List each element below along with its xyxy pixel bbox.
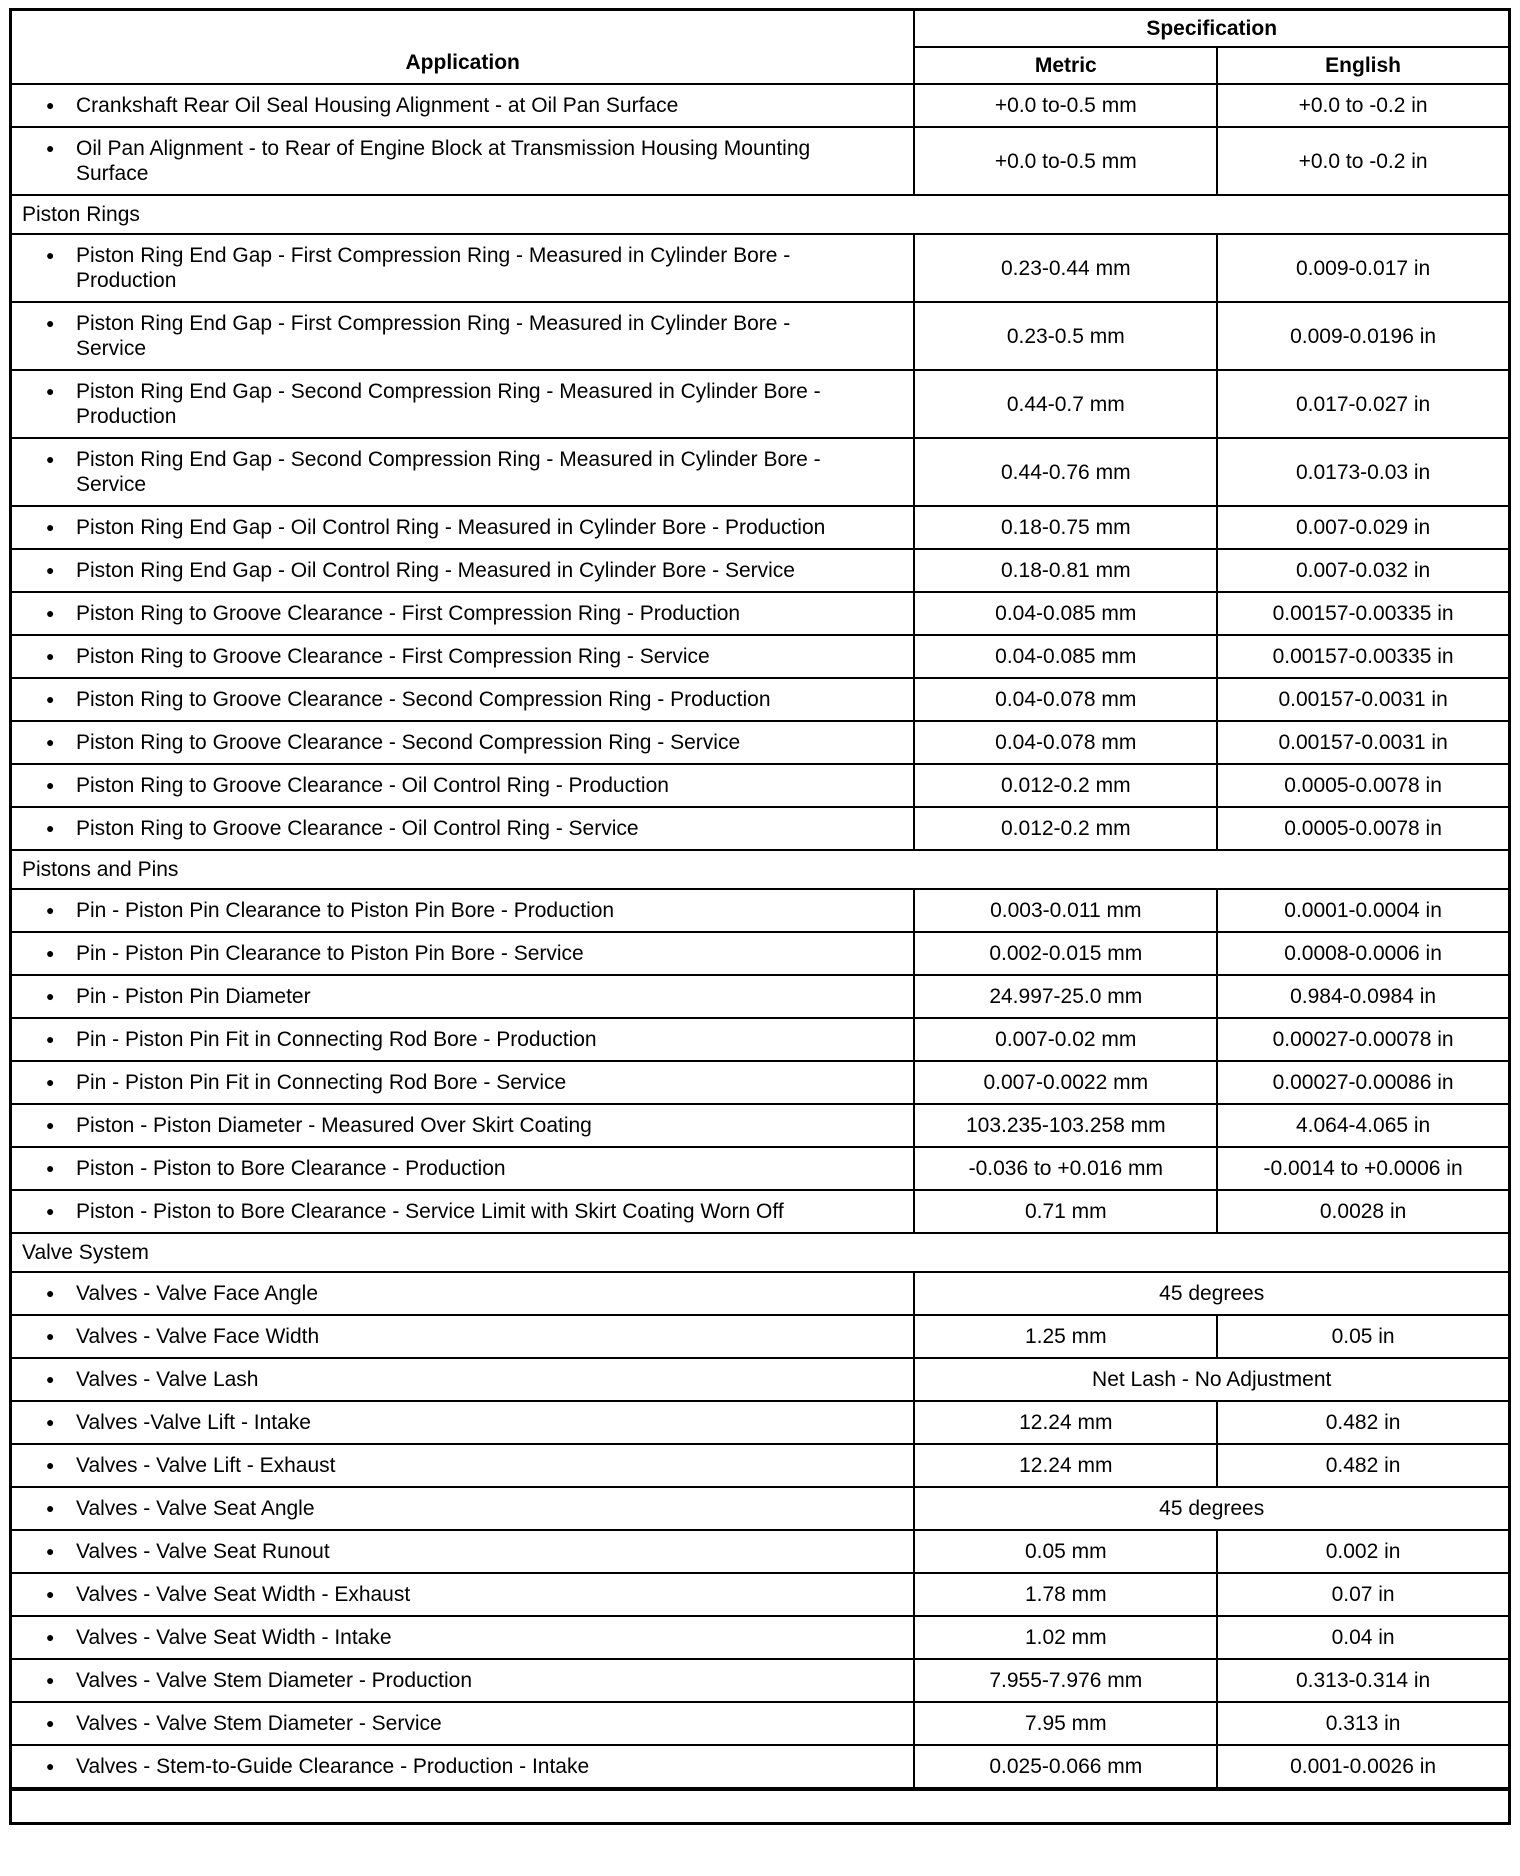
application-content <box>12 601 905 626</box>
spec-span-value: 45 degrees <box>914 1272 1509 1315</box>
application-cell <box>11 1272 915 1315</box>
application-content <box>12 93 905 118</box>
application-cell <box>11 84 915 127</box>
spec-row <box>11 889 1510 932</box>
english-value: 0.007-0.029 in <box>1217 506 1509 549</box>
application-text: Valves - Valve Stem Diameter - Production <box>76 1669 473 1692</box>
bullet-icon: ● <box>46 1586 55 1602</box>
spec-row <box>11 678 1510 721</box>
metric-value: 0.44-0.7 mm <box>914 370 1217 438</box>
metric-value: 7.955-7.976 mm <box>914 1659 1217 1702</box>
english-value: 0.984-0.0984 in <box>1217 975 1509 1018</box>
application-content <box>12 1625 905 1650</box>
application-content <box>12 1453 905 1478</box>
application-content <box>12 311 905 361</box>
clipped-cell <box>11 1789 1510 1823</box>
application-text: Valves - Valve Face Angle <box>76 1282 319 1305</box>
spec-table-head <box>11 10 1510 85</box>
bullet-icon: ● <box>46 1500 55 1516</box>
application-content <box>12 1281 905 1306</box>
metric-value: 12.24 mm <box>914 1444 1217 1487</box>
spec-row <box>11 1702 1510 1745</box>
application-cell <box>11 1659 915 1702</box>
english-value: 0.482 in <box>1217 1444 1509 1487</box>
bullet-icon: ● <box>46 451 55 467</box>
metric-value: 0.23-0.44 mm <box>914 234 1217 302</box>
application-text: Pin - Piston Pin Fit in Connecting Rod Bore - Production <box>76 1028 597 1051</box>
application-cell <box>11 1018 915 1061</box>
english-value: 0.00027-0.00078 in <box>1217 1018 1509 1061</box>
english-value: 0.009-0.017 in <box>1217 234 1509 302</box>
spec-row <box>11 1147 1510 1190</box>
english-value: 0.002 in <box>1217 1530 1509 1573</box>
english-value: 0.0173-0.03 in <box>1217 438 1509 506</box>
spec-span-value: Net Lash - No Adjustment <box>914 1358 1509 1401</box>
metric-value: 0.012-0.2 mm <box>914 764 1217 807</box>
spec-row <box>11 1487 1510 1530</box>
english-value: 0.0005-0.0078 in <box>1217 807 1509 850</box>
application-content <box>12 1156 905 1181</box>
application-cell <box>11 549 915 592</box>
application-cell <box>11 635 915 678</box>
application-column-header: Application <box>11 10 915 85</box>
bullet-icon: ● <box>46 1457 55 1473</box>
section-row <box>11 1233 1510 1272</box>
application-content <box>12 515 905 540</box>
spec-row <box>11 1659 1510 1702</box>
english-value: 0.05 in <box>1217 1315 1509 1358</box>
english-value: 0.482 in <box>1217 1401 1509 1444</box>
application-cell <box>11 302 915 370</box>
english-value: 0.0028 in <box>1217 1190 1509 1233</box>
spec-row <box>11 1061 1510 1104</box>
application-content <box>12 447 905 497</box>
application-text: Pin - Piston Pin Diameter <box>76 985 311 1008</box>
metric-value: 103.235-103.258 mm <box>914 1104 1217 1147</box>
bullet-icon: ● <box>46 383 55 399</box>
section-label: Piston Rings <box>11 195 1510 234</box>
application-content <box>12 243 905 293</box>
application-cell <box>11 1358 915 1401</box>
bullet-icon: ● <box>46 648 55 664</box>
spec-row <box>11 549 1510 592</box>
spec-row <box>11 1616 1510 1659</box>
application-content <box>12 136 905 186</box>
application-content <box>12 1027 905 1052</box>
bullet-icon: ● <box>46 1031 55 1047</box>
english-value: 0.00157-0.00335 in <box>1217 635 1509 678</box>
spec-row <box>11 1573 1510 1616</box>
english-value: 0.00157-0.00335 in <box>1217 592 1509 635</box>
application-cell <box>11 807 915 850</box>
bullet-icon: ● <box>46 519 55 535</box>
application-text: Valves -Valve Lift - Intake <box>76 1411 311 1434</box>
application-text: Piston Ring End Gap - First Compression Ring - Measured in Cylinder Bore - Production <box>76 244 791 292</box>
application-cell <box>11 506 915 549</box>
english-value: 0.07 in <box>1217 1573 1509 1616</box>
application-text: Valves - Valve Seat Width - Intake <box>76 1626 392 1649</box>
bullet-icon: ● <box>46 1203 55 1219</box>
application-content <box>12 1496 905 1521</box>
metric-value: 0.18-0.75 mm <box>914 506 1217 549</box>
application-cell <box>11 592 915 635</box>
application-cell <box>11 764 915 807</box>
application-content <box>12 1410 905 1435</box>
bullet-icon: ● <box>46 1543 55 1559</box>
application-cell <box>11 438 915 506</box>
english-value: 0.313 in <box>1217 1702 1509 1745</box>
metric-value: 12.24 mm <box>914 1401 1217 1444</box>
bullet-icon: ● <box>46 562 55 578</box>
english-value: -0.0014 to +0.0006 in <box>1217 1147 1509 1190</box>
english-value: 0.0005-0.0078 in <box>1217 764 1509 807</box>
application-text: Valves - Valve Lash <box>76 1368 259 1391</box>
metric-value: 0.007-0.0022 mm <box>914 1061 1217 1104</box>
application-cell <box>11 932 915 975</box>
application-text: Pin - Piston Pin Clearance to Piston Pin Bore - Service <box>76 942 584 965</box>
spec-span-value: 45 degrees <box>914 1487 1509 1530</box>
application-text: Piston - Piston to Bore Clearance - Production <box>76 1157 506 1180</box>
metric-value: 0.04-0.085 mm <box>914 635 1217 678</box>
spec-row <box>11 1315 1510 1358</box>
application-text: Piston Ring End Gap - First Compression Ring - Measured in Cylinder Bore - Service <box>76 312 791 360</box>
metric-value: 1.78 mm <box>914 1573 1217 1616</box>
application-text: Piston Ring to Groove Clearance - Oil Control Ring - Service <box>76 817 639 840</box>
metric-value: 0.44-0.76 mm <box>914 438 1217 506</box>
bullet-icon: ● <box>46 820 55 836</box>
metric-value: -0.036 to +0.016 mm <box>914 1147 1217 1190</box>
metric-value: 0.05 mm <box>914 1530 1217 1573</box>
application-text: Pin - Piston Pin Clearance to Piston Pin Bore - Production <box>76 899 615 922</box>
bullet-icon: ● <box>46 1629 55 1645</box>
spec-row <box>11 302 1510 370</box>
bullet-icon: ● <box>46 1371 55 1387</box>
bullet-icon: ● <box>46 777 55 793</box>
application-cell <box>11 1104 915 1147</box>
bullet-icon: ● <box>46 1160 55 1176</box>
application-content <box>12 898 905 923</box>
application-text: Crankshaft Rear Oil Seal Housing Alignment - at Oil Pan Surface <box>76 94 679 117</box>
header-row-top <box>11 10 1510 48</box>
section-row <box>11 850 1510 889</box>
application-content <box>12 1539 905 1564</box>
spec-row <box>11 1018 1510 1061</box>
application-text: Valves - Valve Seat Runout <box>76 1540 330 1563</box>
bullet-icon: ● <box>46 1414 55 1430</box>
spec-row <box>11 234 1510 302</box>
clipped-row <box>11 1789 1510 1823</box>
application-text: Piston Ring End Gap - Oil Control Ring - Measured in Cylinder Bore - Production <box>76 516 826 539</box>
application-text: Piston - Piston Diameter - Measured Over Skirt Coating <box>76 1114 592 1137</box>
metric-value: 0.04-0.078 mm <box>914 678 1217 721</box>
application-content <box>12 1070 905 1095</box>
bullet-icon: ● <box>46 140 55 156</box>
specification-column-header: Specification <box>914 10 1509 48</box>
bullet-icon: ● <box>46 315 55 331</box>
bullet-icon: ● <box>46 1715 55 1731</box>
bullet-icon: ● <box>46 1328 55 1344</box>
application-content <box>12 1582 905 1607</box>
spec-row <box>11 370 1510 438</box>
application-content <box>12 816 905 841</box>
application-cell <box>11 889 915 932</box>
application-cell <box>11 1745 915 1789</box>
application-text: Piston - Piston to Bore Clearance - Service Limit with Skirt Coating Worn Off <box>76 1200 784 1223</box>
bullet-icon: ● <box>46 1758 55 1774</box>
spec-row <box>11 1745 1510 1789</box>
english-value: 0.007-0.032 in <box>1217 549 1509 592</box>
application-content <box>12 730 905 755</box>
application-content <box>12 644 905 669</box>
application-content <box>12 1113 905 1138</box>
spec-row <box>11 1401 1510 1444</box>
application-text: Valves - Valve Lift - Exhaust <box>76 1454 336 1477</box>
metric-value: 0.025-0.066 mm <box>914 1745 1217 1789</box>
application-text: Valves - Stem-to-Guide Clearance - Production - Intake <box>76 1755 590 1778</box>
metric-value: 24.997-25.0 mm <box>914 975 1217 1018</box>
bullet-icon: ● <box>46 945 55 961</box>
spec-row <box>11 635 1510 678</box>
spec-row <box>11 1358 1510 1401</box>
application-text: Valves - Valve Seat Width - Exhaust <box>76 1583 411 1606</box>
metric-value: 0.04-0.078 mm <box>914 721 1217 764</box>
spec-row <box>11 721 1510 764</box>
application-cell <box>11 1573 915 1616</box>
application-cell <box>11 234 915 302</box>
english-value: 4.064-4.065 in <box>1217 1104 1509 1147</box>
engine-spec-table <box>9 8 1511 1825</box>
english-value: 0.04 in <box>1217 1616 1509 1659</box>
bullet-icon: ● <box>46 988 55 1004</box>
application-text: Piston Ring to Groove Clearance - First Compression Ring - Service <box>76 645 710 668</box>
application-content <box>12 984 905 1009</box>
bullet-icon: ● <box>46 902 55 918</box>
spec-row <box>11 807 1510 850</box>
application-cell <box>11 1147 915 1190</box>
application-cell <box>11 678 915 721</box>
metric-value: 0.007-0.02 mm <box>914 1018 1217 1061</box>
english-value: 0.001-0.0026 in <box>1217 1745 1509 1789</box>
application-text: Piston Ring End Gap - Oil Control Ring - Measured in Cylinder Bore - Service <box>76 559 795 582</box>
application-content <box>12 687 905 712</box>
metric-value: 1.25 mm <box>914 1315 1217 1358</box>
english-value: 0.0008-0.0006 in <box>1217 932 1509 975</box>
application-cell <box>11 370 915 438</box>
application-text: Oil Pan Alignment - to Rear of Engine Block at Transmission Housing Mounting Surface <box>76 137 811 185</box>
application-text: Valves - Valve Seat Angle <box>76 1497 315 1520</box>
english-value: 0.017-0.027 in <box>1217 370 1509 438</box>
english-value: +0.0 to -0.2 in <box>1217 127 1509 195</box>
application-cell <box>11 1487 915 1530</box>
spec-row <box>11 506 1510 549</box>
application-text: Piston Ring to Groove Clearance - Oil Control Ring - Production <box>76 774 669 797</box>
metric-value: +0.0 to-0.5 mm <box>914 84 1217 127</box>
bullet-icon: ● <box>46 691 55 707</box>
section-label: Valve System <box>11 1233 1510 1272</box>
spec-row <box>11 84 1510 127</box>
metric-column-header: Metric <box>914 47 1217 84</box>
application-text: Piston Ring to Groove Clearance - Second Compression Ring - Service <box>76 731 741 754</box>
metric-value: 0.003-0.011 mm <box>914 889 1217 932</box>
application-content <box>12 941 905 966</box>
application-cell <box>11 1616 915 1659</box>
bullet-icon: ● <box>46 1672 55 1688</box>
application-content <box>12 1324 905 1349</box>
application-content <box>12 773 905 798</box>
application-text: Valves - Valve Stem Diameter - Service <box>76 1712 442 1735</box>
application-cell <box>11 127 915 195</box>
application-cell <box>11 721 915 764</box>
metric-value: 0.23-0.5 mm <box>914 302 1217 370</box>
english-value: 0.00027-0.00086 in <box>1217 1061 1509 1104</box>
spec-row <box>11 932 1510 975</box>
metric-value: 0.002-0.015 mm <box>914 932 1217 975</box>
metric-value: 0.71 mm <box>914 1190 1217 1233</box>
english-value: 0.0001-0.0004 in <box>1217 889 1509 932</box>
metric-value: 0.012-0.2 mm <box>914 807 1217 850</box>
metric-value: 7.95 mm <box>914 1702 1217 1745</box>
spec-row <box>11 1272 1510 1315</box>
metric-value: 0.18-0.81 mm <box>914 549 1217 592</box>
application-text: Valves - Valve Face Width <box>76 1325 320 1348</box>
metric-value: +0.0 to-0.5 mm <box>914 127 1217 195</box>
application-cell <box>11 1401 915 1444</box>
bullet-icon: ● <box>46 97 55 113</box>
bullet-icon: ● <box>46 734 55 750</box>
application-text: Piston Ring to Groove Clearance - Second Compression Ring - Production <box>76 688 771 711</box>
metric-value: 0.04-0.085 mm <box>914 592 1217 635</box>
spec-row <box>11 1104 1510 1147</box>
bullet-icon: ● <box>46 1074 55 1090</box>
application-cell <box>11 1444 915 1487</box>
spec-row <box>11 127 1510 195</box>
application-text: Piston Ring End Gap - Second Compression Ring - Measured in Cylinder Bore - Service <box>76 448 821 496</box>
application-content <box>12 1199 905 1224</box>
spec-row <box>11 975 1510 1018</box>
spec-table-body <box>11 84 1510 1823</box>
application-cell <box>11 1315 915 1358</box>
section-row <box>11 195 1510 234</box>
english-value: 0.009-0.0196 in <box>1217 302 1509 370</box>
spec-row <box>11 1530 1510 1573</box>
application-content <box>12 1711 905 1736</box>
application-cell <box>11 975 915 1018</box>
bullet-icon: ● <box>46 1117 55 1133</box>
application-cell <box>11 1702 915 1745</box>
spec-row <box>11 1190 1510 1233</box>
spec-row <box>11 1444 1510 1487</box>
application-content <box>12 1668 905 1693</box>
application-cell <box>11 1061 915 1104</box>
application-content <box>12 379 905 429</box>
metric-value: 1.02 mm <box>914 1616 1217 1659</box>
bullet-icon: ● <box>46 605 55 621</box>
spec-row <box>11 592 1510 635</box>
application-content <box>12 1367 905 1392</box>
english-column-header: English <box>1217 47 1509 84</box>
english-value: 0.00157-0.0031 in <box>1217 678 1509 721</box>
bullet-icon: ● <box>46 1285 55 1301</box>
application-text: Pin - Piston Pin Fit in Connecting Rod Bore - Service <box>76 1071 567 1094</box>
application-content <box>12 558 905 583</box>
application-text: Piston Ring to Groove Clearance - First Compression Ring - Production <box>76 602 741 625</box>
application-cell <box>11 1530 915 1573</box>
application-content <box>12 1754 905 1779</box>
bullet-icon: ● <box>46 247 55 263</box>
english-value: 0.00157-0.0031 in <box>1217 721 1509 764</box>
spec-row <box>11 438 1510 506</box>
spec-row <box>11 764 1510 807</box>
section-label: Pistons and Pins <box>11 850 1510 889</box>
english-value: 0.313-0.314 in <box>1217 1659 1509 1702</box>
application-text: Piston Ring End Gap - Second Compression Ring - Measured in Cylinder Bore - Production <box>76 380 821 428</box>
english-value: +0.0 to -0.2 in <box>1217 84 1509 127</box>
application-cell <box>11 1190 915 1233</box>
